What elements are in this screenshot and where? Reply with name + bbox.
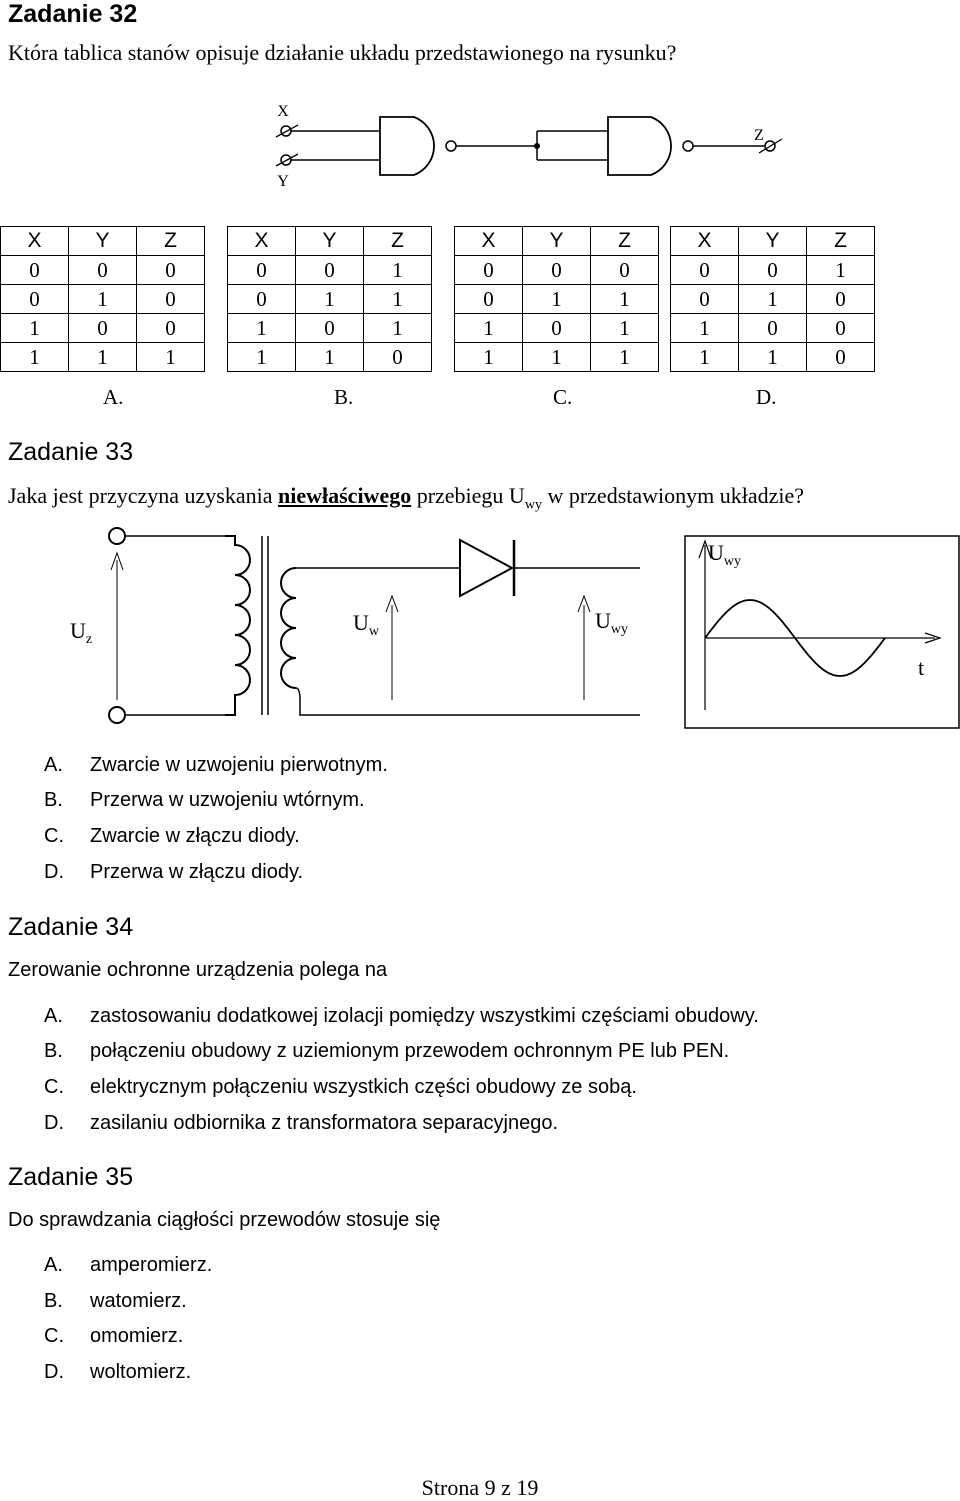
input-y-label: Y bbox=[277, 173, 289, 190]
secondary-coil bbox=[281, 568, 296, 688]
table-label-d: D. bbox=[756, 385, 777, 409]
task-34-option-d[interactable]: D. zasilaniu odbiornika z transformatora separacyjnego. bbox=[44, 1112, 559, 1134]
waveform-uwy-label: $U_{wy}$ bbox=[708, 540, 742, 569]
primary-terminal-top bbox=[109, 528, 125, 544]
truth-table-c: X Y Z 0 0 0 0 1 1 1 0 1 1 1 1 bbox=[454, 226, 659, 372]
task-35-option-d[interactable]: D. woltomierz. bbox=[44, 1361, 192, 1383]
truth-table-b: X Y Z 0 0 1 0 1 1 1 0 1 1 1 0 bbox=[227, 226, 432, 372]
task-33-question: Jaka jest przyczyna uzyskania niewłaściwego przebiegu $U_{wy}$ w przedstawionym układzie? bbox=[8, 483, 805, 513]
table-label-c: C. bbox=[553, 385, 573, 409]
task-34-title: Zadanie 34 bbox=[8, 913, 134, 941]
task-33-option-c[interactable]: C. Zwarcie w złączu diody. bbox=[44, 825, 300, 847]
output-z-label: Z bbox=[754, 127, 764, 144]
task-33-title: Zadanie 33 bbox=[8, 438, 134, 466]
logic-gate-diagram bbox=[0, 95, 960, 195]
input-x-label: X bbox=[277, 103, 289, 120]
page-number: Strona 9 z 19 bbox=[421, 1475, 539, 1500]
task-33-option-b[interactable]: B. Przerwa w uzwojeniu wtórnym. bbox=[44, 789, 365, 811]
task-34-option-a[interactable]: A. zastosowaniu dodatkowej izolacji pomiędzy wszystkimi częściami obudowy. bbox=[44, 1005, 759, 1027]
nand-gate-2 bbox=[608, 117, 671, 175]
task-32-title: Zadanie 32 bbox=[8, 0, 138, 28]
primary-terminal-bottom bbox=[109, 707, 125, 723]
uwy-label: $U_{wy}$ bbox=[595, 608, 629, 637]
nand-gate-1 bbox=[380, 117, 434, 175]
task-32-question: Która tablica stanów opisuje działanie układu przedstawionego na rysunku? bbox=[8, 40, 677, 65]
nand-gate-2-bubble bbox=[683, 141, 693, 151]
truth-table-d: X Y Z 0 0 1 0 1 0 1 0 0 1 1 0 bbox=[670, 226, 875, 372]
task-35-option-c[interactable]: C. omomierz. bbox=[44, 1325, 184, 1347]
task-35-title: Zadanie 35 bbox=[8, 1163, 134, 1191]
task-33-option-a[interactable]: A. Zwarcie w uzwojeniu pierwotnym. bbox=[44, 754, 388, 776]
task-33-option-d[interactable]: D. Przerwa w złączu diody. bbox=[44, 861, 304, 883]
table-label-b: B. bbox=[334, 385, 354, 409]
uz-label: $U_z$ bbox=[70, 618, 93, 647]
time-axis-label: t bbox=[918, 655, 925, 680]
task-34-option-c[interactable]: C. elektrycznym połączeniu wszystkich części obudowy ze sobą. bbox=[44, 1076, 637, 1098]
task-34-option-b[interactable]: B. połączeniu obudowy z uziemionym przewodem ochronnym PE lub PEN. bbox=[44, 1040, 730, 1062]
truth-table-a: X Y Z 0 0 0 0 1 0 1 0 0 1 1 1 bbox=[0, 226, 205, 372]
table-label-a: A. bbox=[103, 385, 124, 409]
uw-label: $U_w$ bbox=[353, 610, 380, 639]
diode bbox=[460, 540, 512, 596]
task-35-question: Do sprawdzania ciągłości przewodów stosuje się bbox=[8, 1209, 441, 1231]
task-34-question: Zerowanie ochronne urządzenia polega na bbox=[8, 959, 388, 981]
task-35-option-b[interactable]: B. watomierz. bbox=[44, 1290, 187, 1312]
task-35-option-a[interactable]: A. amperomierz. bbox=[44, 1254, 213, 1276]
primary-coil bbox=[225, 536, 250, 715]
nand-gate-1-bubble bbox=[446, 141, 456, 151]
rectifier-circuit-diagram bbox=[0, 525, 960, 740]
